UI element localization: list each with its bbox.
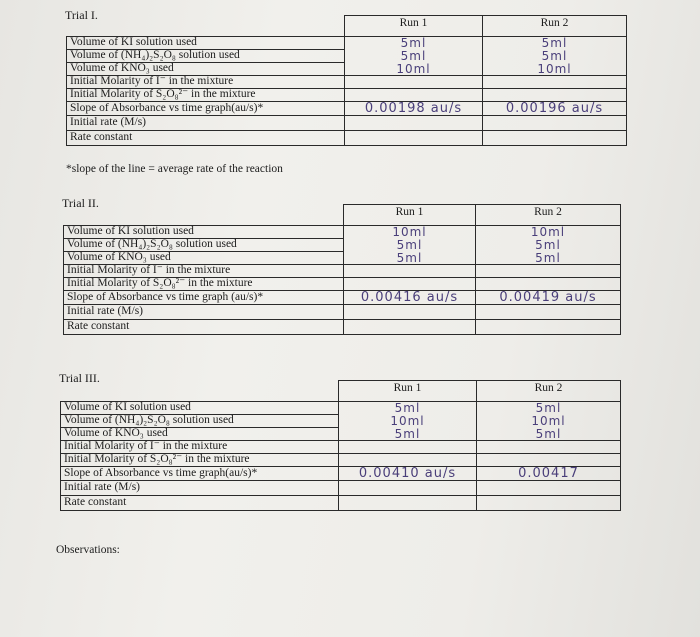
row-label: Volume of KNO₃ used <box>67 63 345 76</box>
handwritten-value: 10ml <box>476 226 621 239</box>
row-label: Volume of (NH₄)₂S₂O₈ solution used <box>64 239 344 252</box>
row-label: Volume of KNO₃ used <box>64 252 344 265</box>
row-label: Initial Molarity of S₂O₈²⁻ in the mixture <box>64 278 344 291</box>
handwritten-value: 10ml <box>344 226 476 239</box>
row-label: Initial Molarity of I⁻ in the mixture <box>61 441 339 454</box>
row-label: Initial Molarity of I⁻ in the mixture <box>64 265 344 278</box>
handwritten-value: 5ml <box>477 402 621 415</box>
trial-2-table <box>63 204 621 335</box>
handwritten-value: 0.00417 <box>477 467 621 481</box>
row-label: Rate constant <box>61 496 339 511</box>
handwritten-value: 0.00416 au/s <box>344 291 476 305</box>
handwritten-value: 5ml <box>476 239 621 252</box>
row-label: Initial rate (M/s) <box>67 116 345 131</box>
row-label: Volume of KI solution used <box>67 37 345 50</box>
handwritten-value: 5ml <box>476 252 621 265</box>
run-1-header: Run 1 <box>344 205 476 226</box>
row-label: Volume of (NH₄)₂S₂O₈ solution used <box>61 415 339 428</box>
handwritten-value: 5ml <box>344 252 476 265</box>
handwritten-value: 10ml <box>477 415 621 428</box>
handwritten-value: 5ml <box>345 50 483 63</box>
row-label: Initial Molarity of S₂O₈²⁻ in the mixture <box>67 89 345 102</box>
row-label: Initial Molarity of S₂O₈²⁻ in the mixture <box>61 454 339 467</box>
handwritten-value: 5ml <box>483 50 627 63</box>
trial-3-title: Trial III. <box>59 371 100 385</box>
run-1-header: Run 1 <box>345 16 483 37</box>
handwritten-value: 5ml <box>339 402 477 415</box>
handwritten-value: 5ml <box>339 428 477 441</box>
run-2-header: Run 2 <box>476 205 621 226</box>
handwritten-value: 0.00419 au/s <box>476 291 621 305</box>
trial-3-table <box>60 380 621 511</box>
handwritten-value: 5ml <box>345 37 483 50</box>
run-2-header: Run 2 <box>483 16 627 37</box>
row-label: Initial rate (M/s) <box>61 481 339 496</box>
row-label: Volume of KI solution used <box>61 402 339 415</box>
row-label: Rate constant <box>64 320 344 335</box>
row-label: Volume of KI solution used <box>64 226 344 239</box>
row-label: Volume of KNO₃ used <box>61 428 339 441</box>
run-1-header: Run 1 <box>339 381 477 402</box>
trial-1-title: Trial I. <box>65 8 98 22</box>
trial-2-title: Trial II. <box>62 196 99 210</box>
handwritten-value: 0.00410 au/s <box>339 467 477 481</box>
row-label: Slope of Absorbance vs time graph(au/s)* <box>61 467 339 481</box>
observations-label: Observations: <box>56 544 120 556</box>
handwritten-value: 0.00198 au/s <box>345 102 483 116</box>
row-label: Initial Molarity of I⁻ in the mixture <box>67 76 345 89</box>
handwritten-value: 10ml <box>339 415 477 428</box>
handwritten-value: 5ml <box>344 239 476 252</box>
handwritten-value: 10ml <box>483 63 627 76</box>
run-2-header: Run 2 <box>477 381 621 402</box>
row-label: Slope of Absorbance vs time graph(au/s)* <box>67 102 345 116</box>
handwritten-value: 5ml <box>477 428 621 441</box>
row-label: Volume of (NH₄)₂S₂O₈ solution used <box>67 50 345 63</box>
trial-1-table <box>66 15 627 146</box>
row-label: Rate constant <box>67 131 345 146</box>
row-label: Slope of Absorbance vs time graph (au/s)* <box>64 291 344 305</box>
handwritten-value: 0.00196 au/s <box>483 102 627 116</box>
handwritten-value: 5ml <box>483 37 627 50</box>
row-label: Initial rate (M/s) <box>64 305 344 320</box>
handwritten-value: 10ml <box>345 63 483 76</box>
footnote: *slope of the line = average rate of the reaction <box>66 163 283 175</box>
